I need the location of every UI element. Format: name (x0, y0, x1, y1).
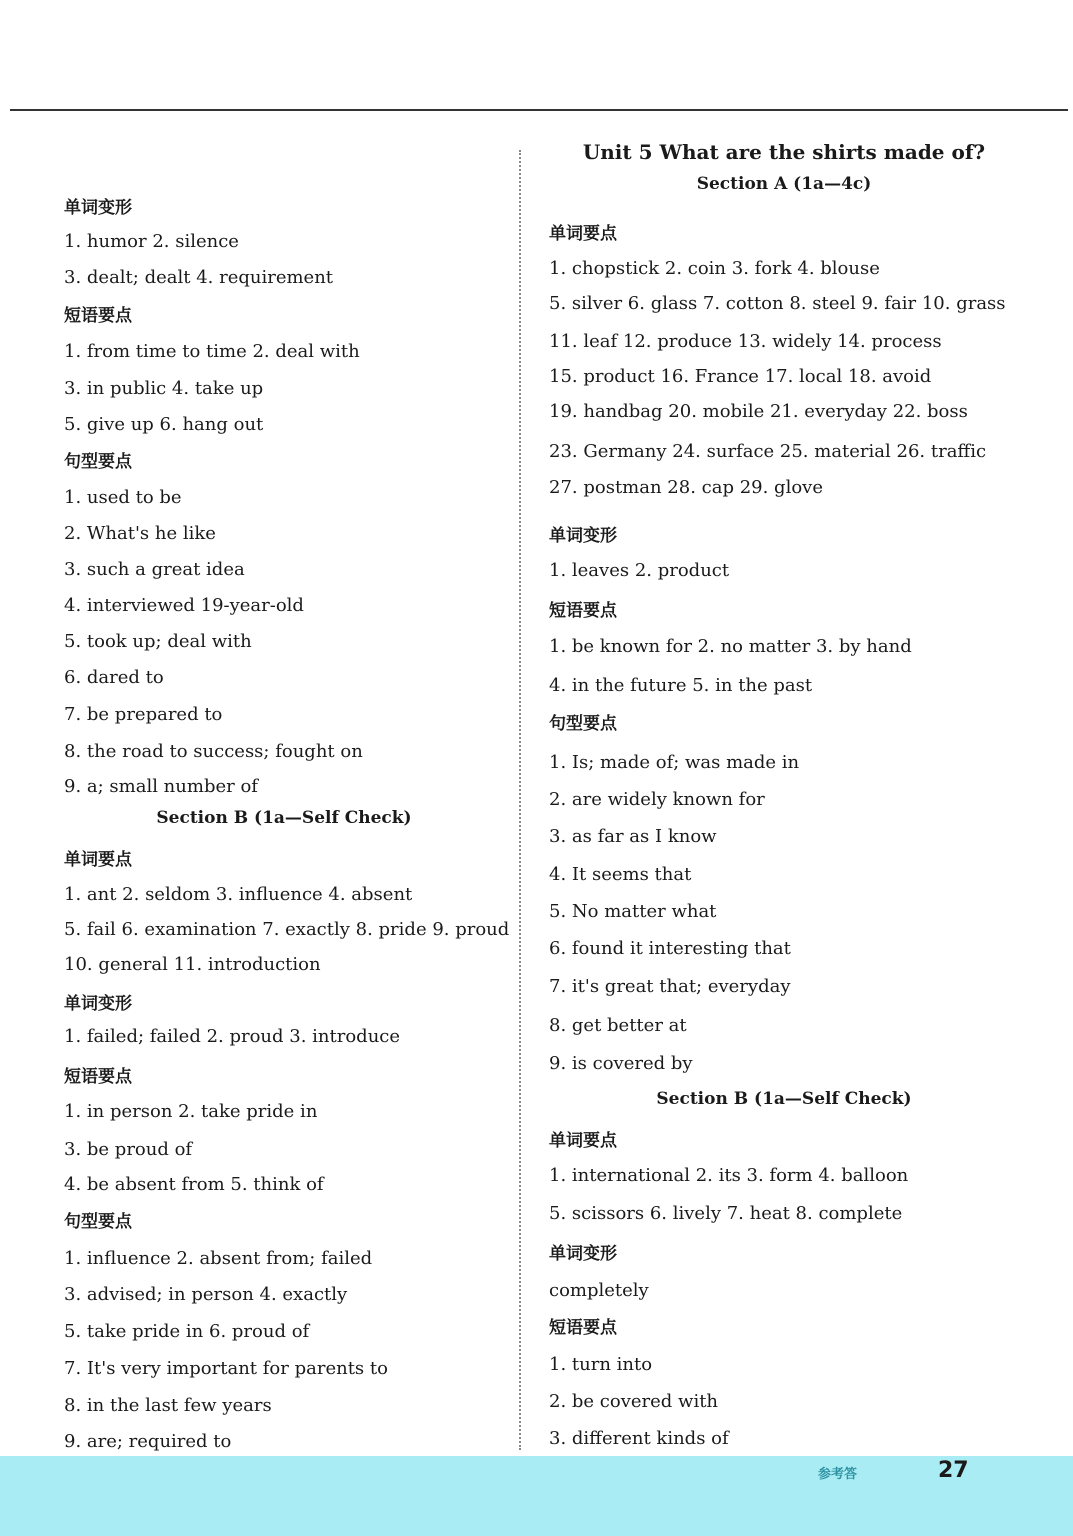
left-line-13: 5. took up; deal with (64, 631, 252, 652)
right-line-14: 1. be known for 2. no matter 3. by hand (549, 636, 912, 657)
left-section-18: Section B (1a—Self Check) (156, 808, 412, 828)
right-line-21: 5. No matter what (549, 901, 717, 922)
right-line-28: 1. international 2. its 3. form 4. balloon (549, 1165, 909, 1186)
right-line-24: 8. get better at (549, 1015, 687, 1036)
right-line-6: 11. leaf 12. produce 13. widely 14. process (549, 331, 942, 352)
right-line-33: 1. turn into (549, 1354, 653, 1375)
right-line-31: completely (549, 1280, 649, 1301)
left-heading-25: 短语要点 (64, 1067, 132, 1087)
left-line-34: 8. in the last few years (64, 1395, 272, 1416)
right-line-7: 15. product 16. France 17. local 18. avoid (549, 366, 932, 387)
left-heading-4: 短语要点 (64, 306, 132, 326)
right-heading-16: 句型要点 (549, 714, 617, 734)
left-line-9: 1. used to be (64, 487, 182, 508)
right-line-20: 4. It seems that (549, 864, 692, 885)
right-line-25: 9. is covered by (549, 1053, 693, 1074)
left-line-28: 4. be absent from 5. think of (64, 1174, 324, 1195)
right-heading-27: 单词要点 (549, 1131, 617, 1151)
right-line-34: 2. be covered with (549, 1391, 719, 1412)
left-line-10: 2. What's he like (64, 523, 216, 544)
left-line-31: 3. advised; in person 4. exactly (64, 1284, 348, 1305)
right-heading-30: 单词变形 (549, 1244, 617, 1264)
right-unit-1: Unit 5 What are the shirts made of? (582, 140, 986, 164)
right-line-17: 1. Is; made of; was made in (549, 752, 800, 773)
left-heading-1: 单词变形 (64, 198, 132, 218)
right-line-9: 23. Germany 24. surface 25. material 26. traffic (549, 441, 987, 462)
right-line-4: 1. chopstick 2. coin 3. fork 4. blouse (549, 258, 880, 279)
right-section-26: Section B (1a—Self Check) (656, 1089, 912, 1109)
column-divider (519, 150, 521, 1450)
left-line-22: 10. general 11. introduction (64, 954, 321, 975)
right-line-12: 1. leaves 2. product (549, 560, 730, 581)
right-line-10: 27. postman 28. cap 29. glove (549, 477, 823, 498)
left-line-5: 1. from time to time 2. deal with (64, 341, 360, 362)
top-rule (10, 109, 1068, 111)
right-line-35: 3. different kinds of (549, 1428, 729, 1449)
left-line-3: 3. dealt; dealt 4. requirement (64, 267, 334, 288)
left-line-32: 5. take pride in 6. proud of (64, 1321, 310, 1342)
right-line-29: 5. scissors 6. lively 7. heat 8. complete (549, 1203, 903, 1224)
left-line-6: 3. in public 4. take up (64, 378, 264, 399)
right-heading-11: 单词变形 (549, 526, 617, 546)
left-line-27: 3. be proud of (64, 1139, 193, 1160)
left-line-20: 1. ant 2. seldom 3. influence 4. absent (64, 884, 413, 905)
right-line-22: 6. found it interesting that (549, 938, 791, 959)
left-line-16: 8. the road to success; fought on (64, 741, 363, 762)
left-line-15: 7. be prepared to (64, 704, 223, 725)
left-line-17: 9. a; small number of (64, 776, 258, 797)
right-heading-13: 短语要点 (549, 601, 617, 621)
left-line-12: 4. interviewed 19-year-old (64, 595, 304, 616)
right-line-8: 19. handbag 20. mobile 21. everyday 22. boss (549, 401, 968, 422)
left-line-7: 5. give up 6. hang out (64, 414, 264, 435)
left-line-26: 1. in person 2. take pride in (64, 1101, 318, 1122)
left-heading-19: 单词要点 (64, 850, 132, 870)
left-heading-23: 单词变形 (64, 994, 132, 1014)
right-heading-3: 单词要点 (549, 224, 617, 244)
right-line-18: 2. are widely known for (549, 789, 765, 810)
right-line-5: 5. silver 6. glass 7. cotton 8. steel 9. fair 10. grass (549, 293, 1006, 314)
left-line-2: 1. humor 2. silence (64, 231, 239, 252)
right-section-2: Section A (1a—4c) (696, 174, 872, 194)
left-line-21: 5. fail 6. examination 7. exactly 8. pride 9. proud (64, 919, 510, 940)
left-line-30: 1. influence 2. absent from; failed (64, 1248, 373, 1269)
left-heading-29: 句型要点 (64, 1212, 132, 1232)
right-heading-32: 短语要点 (549, 1318, 617, 1338)
right-line-19: 3. as far as I know (549, 826, 717, 847)
footer-label: 参考答 (818, 1467, 858, 1482)
right-line-15: 4. in the future 5. in the past (549, 675, 813, 696)
right-line-23: 7. it's great that; everyday (549, 976, 791, 997)
left-heading-8: 句型要点 (64, 452, 132, 472)
left-line-14: 6. dared to (64, 667, 164, 688)
left-line-24: 1. failed; failed 2. proud 3. introduce (64, 1026, 401, 1047)
footer-band (0, 1456, 1073, 1536)
page-number: 27 (938, 1458, 969, 1483)
left-line-35: 9. are; required to (64, 1431, 232, 1452)
left-line-11: 3. such a great idea (64, 559, 245, 580)
left-line-33: 7. It's very important for parents to (64, 1358, 388, 1379)
